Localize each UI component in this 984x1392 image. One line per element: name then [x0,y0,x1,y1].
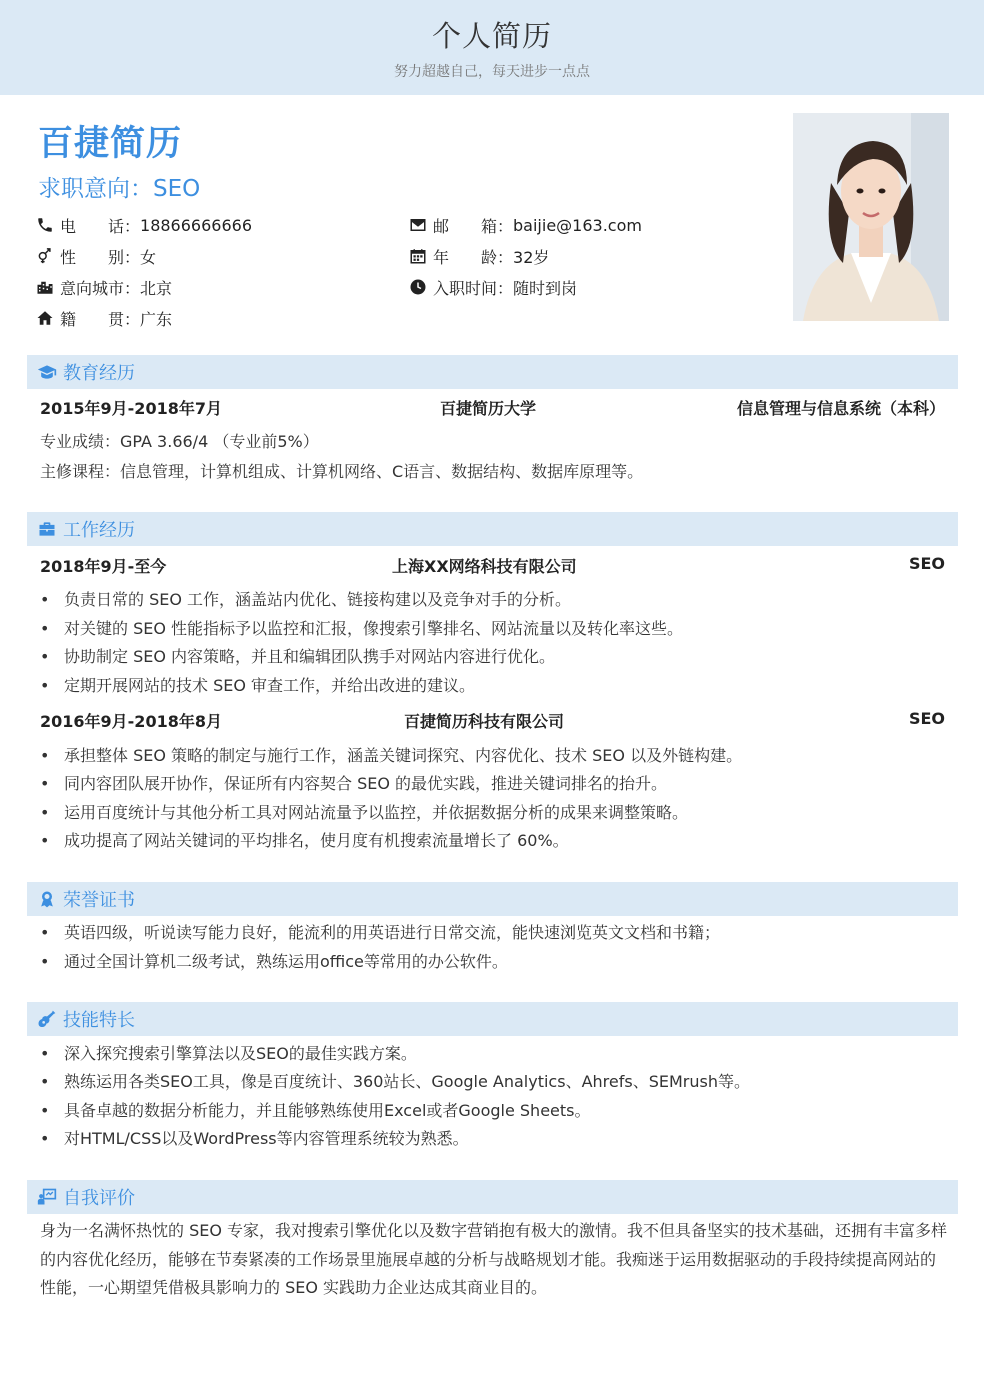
info-start-time [409,276,577,298]
page-subtitle: 努力超越自己，每天进步一点点 [394,64,590,80]
work-company: 上海XX网络科技有限公司 [392,557,577,576]
page-title: 个人简历 [431,19,552,53]
list-item: • 运用百度统计与其他分析工具对网站流量予以监控，并依据数据分析的成果来调整策略。 [40,803,689,822]
guitar-icon [37,1009,57,1029]
info-age [409,245,549,267]
info-value: 北京 [140,278,173,298]
work-company: 百捷简历科技有限公司 [404,712,565,731]
list-item: • 对关键的 SEO 性能指标予以监控和汇报，像搜索引擎排名、网站流量以及转化率这些。 [40,619,684,638]
education-row [40,396,945,418]
work-role: SEO [908,709,945,728]
info-label: 年 龄： [433,247,514,267]
info-value: 32岁 [513,247,550,267]
info-gender [36,245,156,267]
education-school: 百捷简历大学 [440,399,537,418]
briefcase-icon [37,519,57,539]
list-item: • 通过全国计算机二级考试，熟练运用office等常用的办公软件。 [40,952,508,971]
candidate-name: 百捷简历 [38,124,183,164]
info-label: 入职时间： [433,278,514,298]
section-self-header [27,1180,958,1214]
self-evaluation-text: 身为一名满怀热忱的 SEO 专家，我对搜索引擎优化以及数字营销抱有极大的激情。我不但具备坚实的技术基础，还拥有丰富多样的内容优化经历，能够在节奏紧凑的工作场景里施展卓越的分析与战略规划才能。我痴迷于运用数据驱动的手段持续提高网站的性能，一心期望凭借极具影响力的 SEO 实践助力企业达成其商业目的。 [40,1221,948,1297]
work-row-2 [40,709,945,731]
list-item: • 承担整体 SEO 策略的制定与施行工作，涵盖关键词探究、内容优化、技术 SEO 以及外链构建。 [40,746,743,765]
work-row-1 [40,554,945,576]
award-icon [37,889,57,909]
section-title: 自我评价 [63,1188,135,1209]
section-honors-header [27,882,958,916]
info-label: 性 别： [60,247,141,267]
info-label: 意向城市： [60,278,141,298]
info-email [409,214,642,236]
work-period: 2016年9月-2018年8月 [40,712,222,731]
list-item: • 同内容团队展开协作，保证所有内容契合 SEO 的最优实践，推进关键词排名的抬升。 [40,774,668,793]
info-label: 电 话： [60,216,141,236]
info-label: 邮 箱： [433,216,514,236]
city-icon [36,278,54,296]
list-item: • 英语四级，听说读写能力良好，能流利的用英语进行日常交流，能快速浏览英文文档和书籍； [40,923,721,942]
info-label: 籍 贯： [60,309,141,329]
page-header [0,0,984,95]
list-item: • 对HTML/CSS以及WordPress等内容管理系统较为熟悉。 [40,1129,469,1148]
section-title: 技能特长 [63,1010,135,1031]
list-item: • 深入探究搜索引擎算法以及SEO的最佳实践方案。 [40,1044,417,1063]
education-major: 信息管理与信息系统（本科） [736,399,945,418]
gender-icon [36,247,54,265]
presenter-icon [37,1187,57,1207]
info-phone [36,214,252,236]
phone-icon [36,216,54,234]
info-value: 随时到岗 [513,278,578,298]
list-item: • 负责日常的 SEO 工作，涵盖站内优化、链接构建以及竞争对手的分析。 [40,590,572,609]
info-value: 女 [140,247,157,267]
list-item: • 成功提高了网站关键词的平均排名，使月度有机搜索流量增长了 60%。 [40,831,569,850]
info-value: 18866666666 [140,215,252,235]
list-item: • 协助制定 SEO 内容策略，并且和编辑团队携手对网站内容进行优化。 [40,647,556,666]
calendar-icon [409,247,427,265]
section-title: 工作经历 [63,520,135,541]
education-courses: 主修课程：信息管理，计算机组成、计算机网络、C语言、数据结构、数据库原理等。 [40,462,644,481]
job-intent: 求职意向：SEO [38,176,201,202]
profile-photo [793,113,949,321]
section-education-header [27,355,958,389]
list-item: • 熟练运用各类SEO工具，像是百度统计、360站长、Google Analytics、Ahrefs、SEMrush等。 [40,1072,750,1091]
info-city [36,276,172,298]
education-period: 2015年9月-2018年7月 [40,399,222,418]
info-value: 广东 [140,309,173,329]
graduation-cap-icon [37,362,57,382]
mail-icon [409,216,427,234]
clock-icon [409,278,427,296]
section-work-header [27,512,958,546]
info-value: baijie@163.com [513,215,642,235]
section-title: 荣誉证书 [63,890,135,911]
education-gpa: 专业成绩：GPA 3.66/4 （专业前5%） [40,432,319,451]
section-skills-header [27,1002,958,1036]
work-role: SEO [908,554,945,573]
work-period: 2018年9月-至今 [40,557,167,576]
section-title: 教育经历 [63,363,135,384]
portrait-illustration [793,113,949,321]
info-hometown [36,307,172,329]
list-item: • 定期开展网站的技术 SEO 审查工作，并给出改进的建议。 [40,676,476,695]
list-item: • 具备卓越的数据分析能力，并且能够熟练使用Excel或者Google Sheets。 [40,1101,591,1120]
home-icon [36,309,54,327]
